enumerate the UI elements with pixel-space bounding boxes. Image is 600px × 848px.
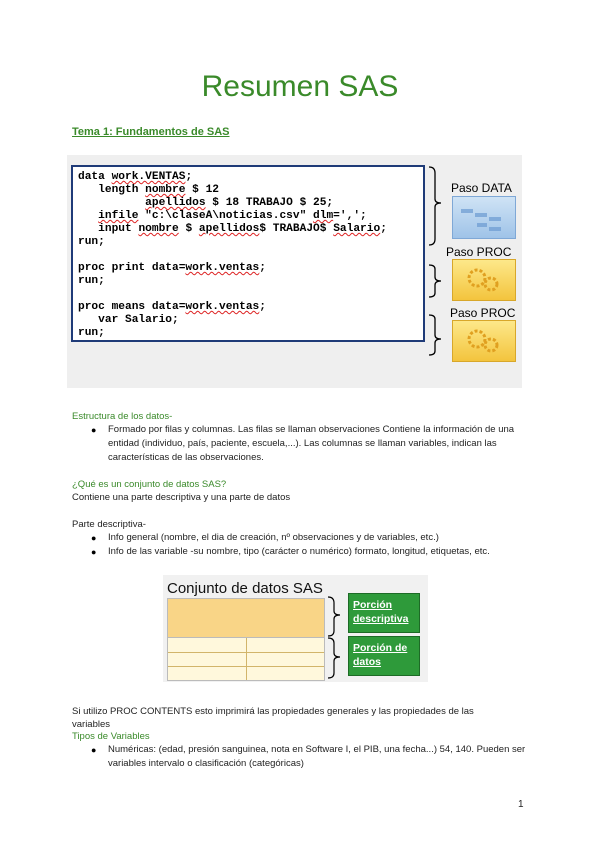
bullet-dot: ● [91, 745, 97, 755]
bullet-dot: ● [91, 547, 97, 557]
paso-proc-label-1: Paso PROC [446, 245, 512, 259]
table-icon [452, 196, 516, 239]
porcion-datos-label: Porción de datos [348, 636, 420, 676]
code-token: proc means data= [78, 301, 186, 313]
code-token: $ 12 [185, 184, 220, 196]
code-token: "c:\claseA\noticias.csv" [138, 210, 314, 222]
porcion-descriptiva-label: Porción descriptiva [348, 593, 420, 633]
bullet-dot: ● [91, 425, 97, 435]
code-token: input [78, 223, 139, 235]
code-token: ; [380, 223, 387, 235]
code-token: proc print data= [78, 262, 186, 274]
code-token-flagged: nombre [138, 223, 179, 235]
proc-contents-text: Si utilizo PROC CONTENTS esto imprimirá las propiedades generales y las propiedades de las variables [72, 706, 474, 730]
tipos-heading: Tipos de Variables [72, 731, 150, 742]
paso-data-label: Paso DATA [451, 181, 512, 195]
gears-icon [452, 320, 516, 362]
estructura-heading: Estructura de los datos- [72, 411, 173, 422]
parte-descriptiva-heading: Parte descriptiva- [72, 519, 146, 530]
parte-bullet-1: Info general (nombre, el dia de creación, nº observaciones y de variables, etc.) [108, 532, 439, 543]
document-title: Resumen SAS [201, 70, 399, 103]
code-token: run; [78, 275, 105, 287]
code-token: ; [185, 171, 193, 183]
code-token-flagged: apellidos [145, 197, 206, 209]
code-token-flagged: nombre [145, 184, 186, 196]
estructura-bullet: Formado por filas y columnas. Las filas se llaman observaciones Contiene la información de una entidad (individuo, país, paciente, escuela,...). Las columnas se llaman variables, indican las características de las observaciones. [108, 424, 515, 463]
code-token: run; [78, 327, 105, 339]
code-token-flagged: work.ventas [185, 301, 260, 313]
code-token: ; [259, 301, 266, 313]
code-token: ; [259, 262, 266, 274]
sas-program-figure [67, 155, 522, 388]
section-title: Tema 1: Fundamentos de SAS [72, 126, 230, 138]
code-token-flagged: work.ventas [185, 262, 260, 274]
page-number: 1 [518, 799, 524, 810]
paso-proc-label-2: Paso PROC [450, 306, 516, 320]
code-token: $ [178, 223, 199, 235]
code-token: $ TRABAJO$ [259, 223, 334, 235]
conjunto-figure-title: Conjunto de datos SAS [167, 580, 323, 597]
conjunto-datos-figure [163, 575, 428, 682]
conjunto-text: Contiene una parte descriptiva y una parte de datos [72, 492, 291, 503]
code-token-flagged: work.VENTAS [111, 171, 186, 183]
code-token-flagged: dlm [313, 210, 334, 222]
gears-icon [452, 259, 516, 301]
code-token: run; [78, 236, 105, 248]
tipos-bullet: Numéricas: (edad, presión sanguinea, nota en Software I, el PIB, una fecha...) 54, 140. Pueden ser variables intervalo o clasificación (categóricas) [108, 744, 526, 769]
code-token: var Salario; [78, 314, 179, 326]
code-token-flagged: apellidos [198, 223, 260, 235]
code-token: length [78, 184, 146, 196]
code-token: $ 18 TRABAJO $ 25; [205, 197, 334, 209]
conjunto-heading: ¿Qué es un conjunto de datos SAS? [72, 479, 227, 490]
code-token: =','; [333, 210, 367, 222]
bullet-dot: ● [91, 533, 97, 543]
code-token-flagged: Salario [333, 223, 381, 235]
code-token-flagged: infile [98, 210, 139, 222]
code-token: data [78, 171, 112, 183]
parte-bullet-2: Info de las variable -su nombre, tipo (carácter o numérico) formato, longitud, etiquetas, etc. [108, 546, 490, 557]
